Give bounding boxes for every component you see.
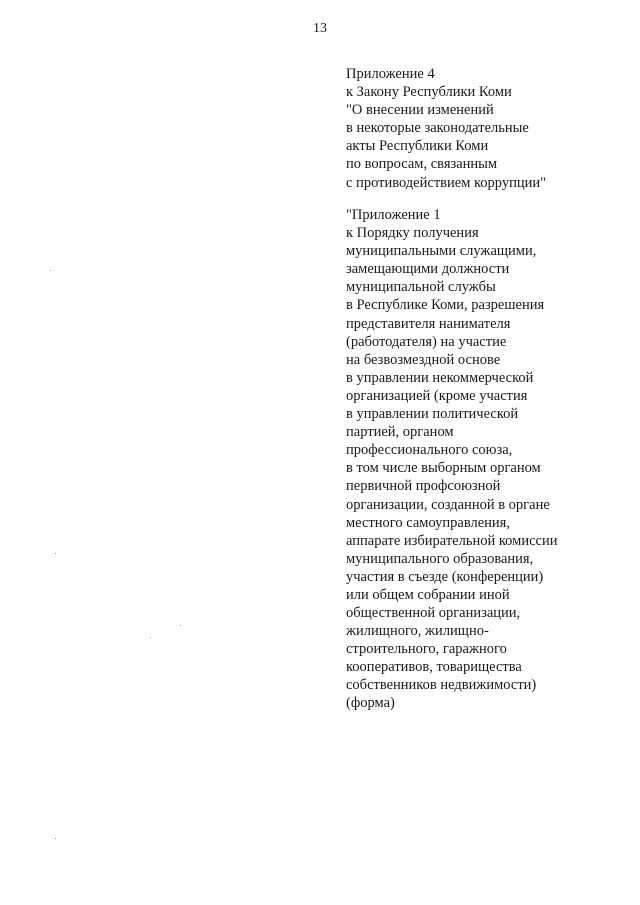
caption-line: в Республике Коми, разрешения (346, 297, 545, 314)
caption-line: муниципальными служащими, (346, 243, 537, 260)
caption-line: муниципальной службы (346, 279, 496, 296)
caption-line: муниципального образования, (346, 550, 534, 567)
caption-line: в управлении политической (346, 406, 519, 423)
header-line: с противодействием коррупции" (346, 174, 547, 191)
caption-line: первичной профсоюзной (346, 478, 501, 495)
form-label: (форма) (346, 695, 395, 711)
page-number: 13 (313, 21, 327, 36)
caption-line: собственников недвижимости) (346, 677, 537, 694)
caption-line: партией, органом (346, 424, 454, 441)
caption-line: на безвозмездной основе (346, 351, 501, 368)
scan-artifact (150, 637, 151, 638)
scan-artifact (50, 270, 51, 271)
caption-line: к Порядку получения (346, 225, 479, 242)
caption-line: замещающими должности (346, 261, 510, 278)
caption-line: организации, созданной в органе (346, 496, 550, 513)
caption-line: кооперативов, товарищества (346, 659, 522, 676)
caption-line: в управлении некоммерческой (346, 369, 534, 386)
header-line: акты Республики Коми (346, 138, 489, 155)
appendix-1-caption (346, 206, 557, 695)
appendix-4-header (346, 65, 546, 192)
header-line: в некоторые законодательные (346, 120, 529, 137)
caption-line: представителя нанимателя (346, 315, 511, 332)
caption-line: профессионального союза, (346, 442, 513, 459)
header-line: к Закону Республики Коми (346, 84, 512, 101)
caption-line: в том числе выборным органом (346, 460, 541, 477)
caption-line: местного самоуправления, (346, 514, 510, 531)
caption-line: или общем собрании иной (346, 586, 510, 603)
caption-line: "Приложение 1 (346, 207, 441, 223)
caption-line: общественной организации, (346, 605, 521, 622)
caption-line: (работодателя) на участие (346, 333, 507, 350)
caption-line: строительного, гаражного (346, 641, 507, 658)
caption-line: аппарате избирательной комиссии (346, 532, 558, 549)
scan-artifact (55, 838, 56, 839)
caption-line: участия в съезде (конференции) (346, 568, 544, 585)
header-line: Приложение 4 (346, 66, 435, 82)
scan-artifact (180, 625, 181, 626)
header-line: "О внесении изменений (346, 102, 494, 119)
header-line: по вопросам, связанным (346, 156, 498, 173)
scan-artifact (55, 553, 56, 554)
caption-line: организацией (кроме участия (346, 387, 528, 404)
caption-line: жилищного, жилищно- (346, 623, 489, 640)
